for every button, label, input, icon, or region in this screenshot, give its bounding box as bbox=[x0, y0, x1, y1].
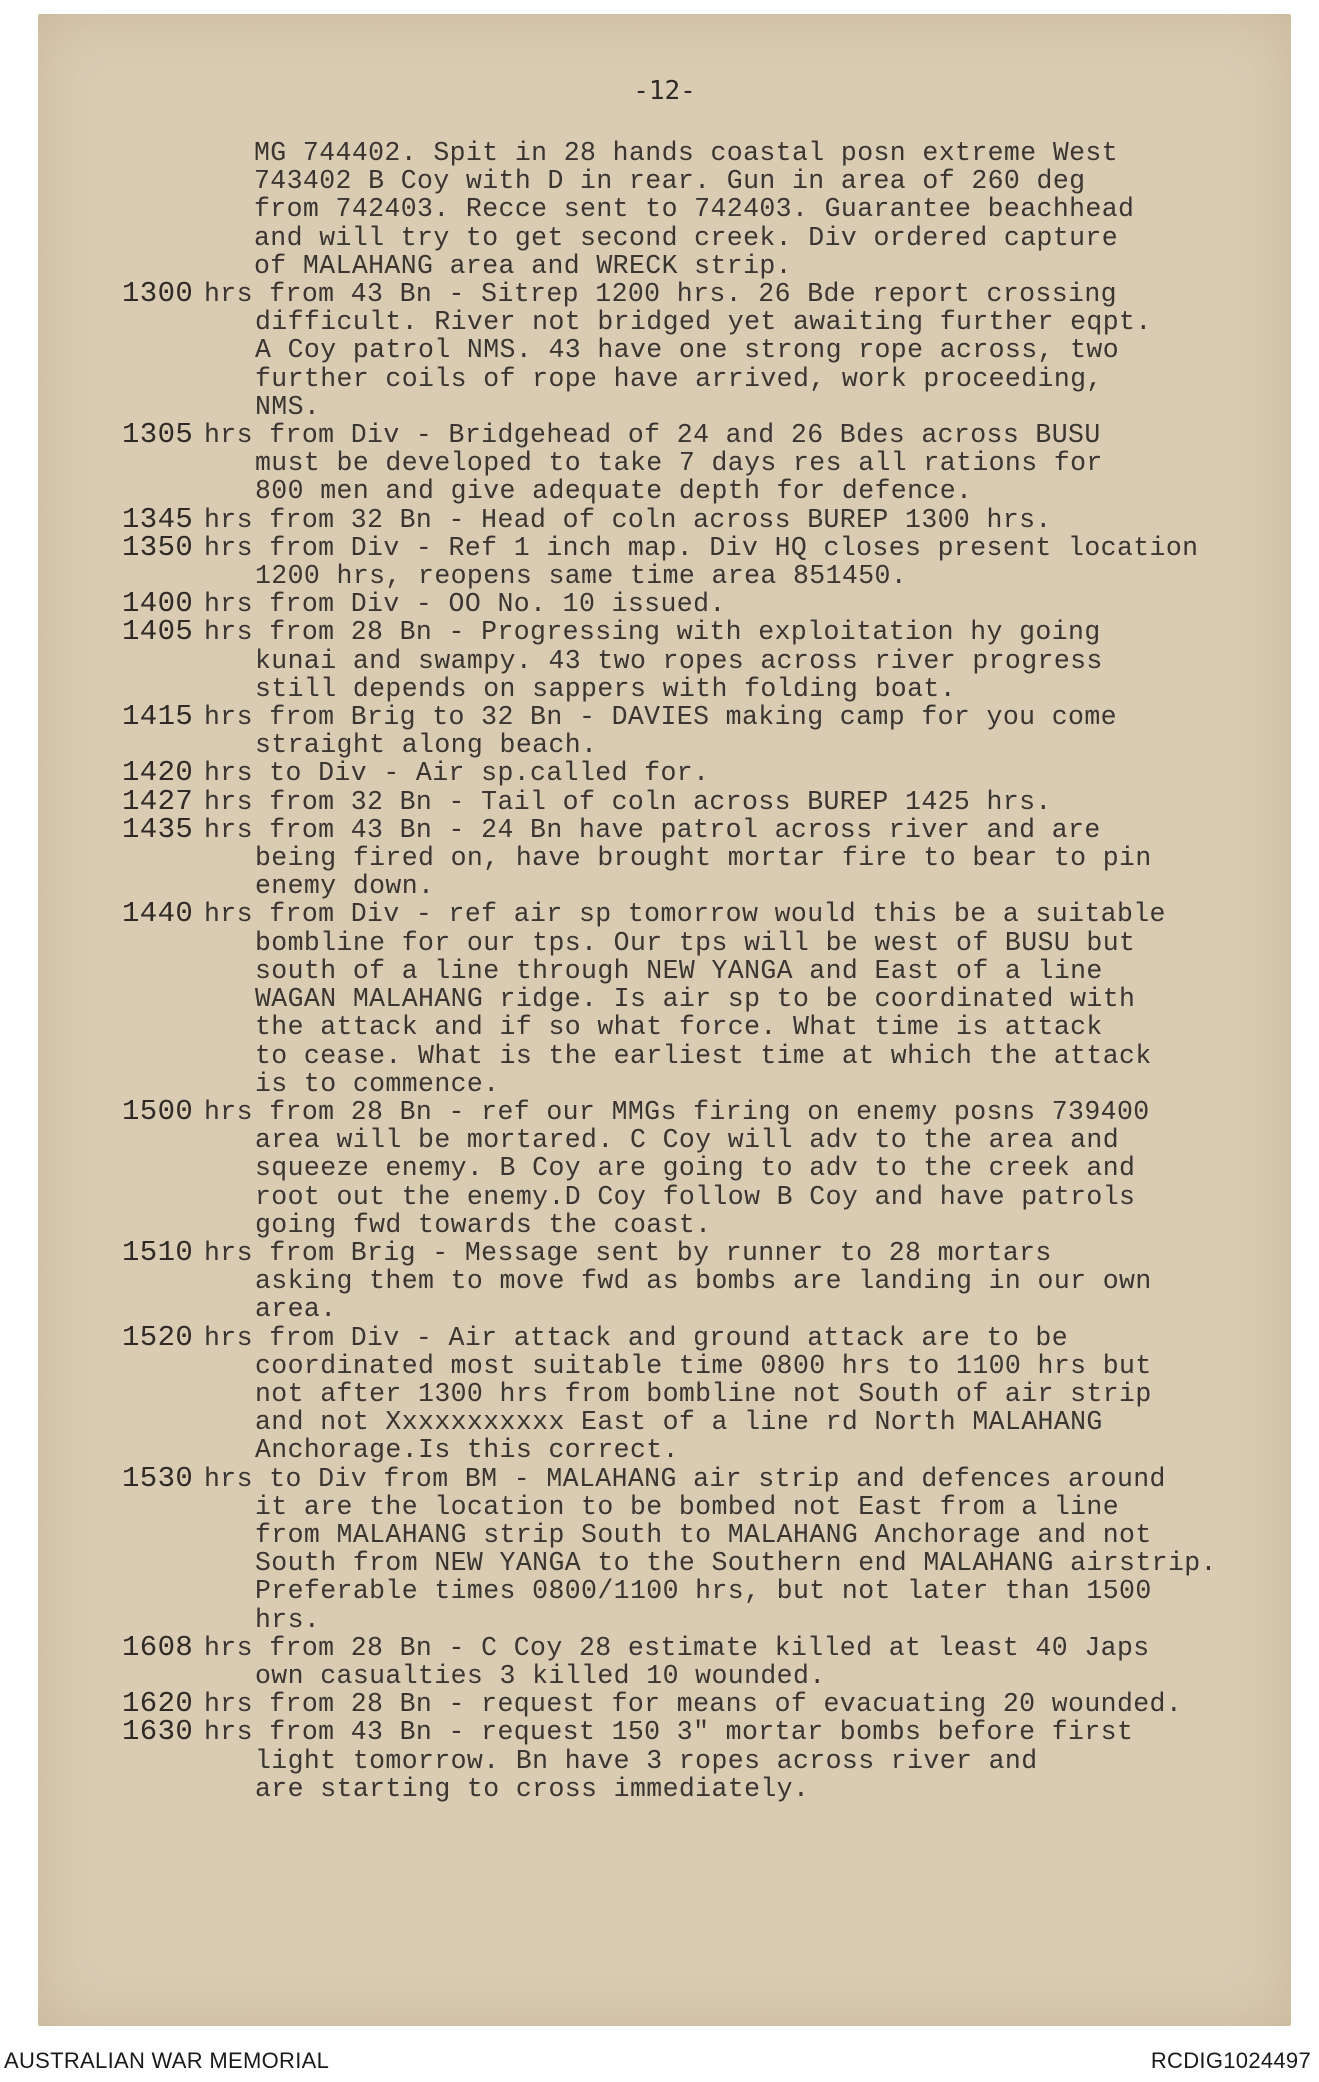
entry-continuation-line: must be developed to take 7 days res all rations for bbox=[255, 448, 1103, 479]
entry-time: 1530 bbox=[122, 1461, 194, 1495]
entry-first-line bbox=[122, 756, 1282, 790]
entry-text: hrs from Div - Ref 1 inch map. Div HQ closes present location bbox=[204, 532, 1199, 563]
entry-time: 1345 bbox=[122, 502, 194, 536]
entry-time: 1427 bbox=[122, 784, 194, 818]
archive-credit: AUSTRALIAN WAR MEMORIAL bbox=[4, 2048, 330, 2073]
entry-time: 1300 bbox=[122, 277, 194, 311]
entry-continuation-line: hrs. bbox=[255, 1604, 321, 1635]
entry-continuation-line: further coils of rope have arrived, work proceeding, bbox=[255, 363, 1103, 394]
entry-text: hrs from Div - OO No. 10 issued. bbox=[204, 589, 726, 620]
typed-page bbox=[38, 14, 1291, 2026]
log-entry bbox=[122, 812, 1282, 902]
entry-time: 1510 bbox=[122, 1235, 194, 1269]
log-entry bbox=[122, 784, 1282, 818]
text-line: from 742403. Recce sent to 742403. Guarantee beachhead bbox=[254, 194, 1135, 225]
entry-continuation-line: enemy down. bbox=[255, 871, 435, 902]
war-diary-log bbox=[122, 139, 1282, 1803]
entry-continuation-line: root out the enemy.D Coy follow B Coy and have patrols bbox=[255, 1181, 1136, 1212]
entry-time: 1405 bbox=[122, 615, 194, 649]
entry-first-line bbox=[122, 784, 1282, 818]
entry-time: 1305 bbox=[122, 418, 194, 452]
log-entry bbox=[122, 1320, 1282, 1466]
entry-continuation-line: straight along beach. bbox=[255, 730, 598, 761]
entry-continuation-line: area. bbox=[255, 1294, 337, 1325]
archive-reference: RCDIG1024497 bbox=[1150, 2048, 1311, 2073]
entry-text: hrs to Div from BM - MALAHANG air strip and defences around bbox=[204, 1463, 1166, 1494]
log-entry bbox=[122, 530, 1282, 592]
entry-first-line bbox=[122, 1094, 1282, 1128]
log-entry bbox=[122, 587, 1282, 621]
log-entry bbox=[122, 615, 1282, 704]
entry-first-line bbox=[122, 812, 1282, 846]
entry-continuation-line: the attack and if so what force. What time is attack bbox=[255, 1012, 1103, 1043]
log-entries bbox=[122, 277, 1282, 1804]
entry-first-line bbox=[122, 1235, 1282, 1269]
entry-continuation-line: still depends on sappers with folding boat. bbox=[255, 673, 957, 704]
entry-time: 1440 bbox=[122, 897, 194, 931]
entry-continuation-line: asking them to move fwd as bombs are landing in our own bbox=[255, 1266, 1152, 1297]
entry-continuation-line: going fwd towards the coast. bbox=[255, 1209, 712, 1240]
entry-text: hrs from Div - Air attack and ground attack are to be bbox=[204, 1322, 1069, 1353]
entry-continuation-line: own casualties 3 killed 10 wounded. bbox=[255, 1660, 826, 1691]
page-number: -12- bbox=[633, 76, 696, 106]
entry-text: hrs from 28 Bn - ref our MMGs firing on enemy posns 739400 bbox=[204, 1096, 1150, 1127]
entry-text: hrs from 28 Bn - request for means of evacuating 20 wounded. bbox=[204, 1689, 1183, 1720]
entry-continuation-line: being fired on, have brought mortar fire to bear to pin bbox=[255, 843, 1152, 874]
entry-first-line bbox=[122, 1320, 1282, 1354]
entry-continuation-line: is to commence. bbox=[255, 1068, 500, 1099]
text-line: and will try to get second creek. Div ordered capture bbox=[254, 222, 1119, 253]
entry-continuation-line: bombline for our tps. Our tps will be west of BUSU but bbox=[255, 927, 1136, 958]
log-entry bbox=[122, 756, 1282, 790]
entry-continuation-line: it are the location to be bombed not East from a line bbox=[255, 1491, 1120, 1522]
entry-continuation-line: and not Xxxxxxxxxxx East of a line rd North MALAHANG bbox=[255, 1407, 1103, 1438]
entry-text: hrs from 43 Bn - request 150 3" mortar bombs before first bbox=[204, 1717, 1134, 1748]
entry-time: 1608 bbox=[122, 1630, 194, 1664]
entry-time: 1350 bbox=[122, 530, 194, 564]
entry-continuation-line: 1200 hrs, reopens same time area 851450. bbox=[255, 561, 908, 592]
log-entry bbox=[122, 277, 1282, 422]
entry-continuation-line: squeeze enemy. B Coy are going to adv to the creek and bbox=[255, 1153, 1136, 1184]
entry-text: hrs to Div - Air sp.called for. bbox=[204, 758, 710, 789]
entry-continuation-line: Anchorage.Is this correct. bbox=[255, 1435, 679, 1466]
log-entry bbox=[122, 1715, 1282, 1804]
entry-first-line bbox=[122, 530, 1282, 564]
log-entry bbox=[122, 700, 1282, 761]
entry-continuation-line: 800 men and give adequate depth for defence. bbox=[255, 476, 973, 507]
entry-continuation-line: area will be mortared. C Coy will adv to the area and bbox=[255, 1125, 1120, 1156]
entry-text: hrs from 28 Bn - C Coy 28 estimate killed at least 40 Japs bbox=[204, 1632, 1150, 1663]
entry-text: hrs from 43 Bn - Sitrep 1200 hrs. 26 Bde report crossing bbox=[204, 279, 1117, 310]
entry-continuation-line: from MALAHANG strip South to MALAHANG Anchorage and not bbox=[255, 1519, 1152, 1550]
entry-continuation-line: difficult. River not bridged yet awaiting further eqpt. bbox=[255, 307, 1152, 338]
entry-first-line bbox=[122, 1715, 1282, 1749]
entry-text: hrs from Div - ref air sp tomorrow would this be a suitable bbox=[204, 899, 1166, 930]
entry-continuation-line: South from NEW YANGA to the Southern end MALAHANG airstrip. bbox=[255, 1548, 1217, 1579]
entry-text: hrs from 43 Bn - 24 Bn have patrol across river and are bbox=[204, 814, 1101, 845]
text-line: of MALAHANG area and WRECK strip. bbox=[254, 250, 792, 281]
entry-continuation-line: south of a line through NEW YANGA and East of a line bbox=[255, 955, 1103, 986]
entry-time: 1400 bbox=[122, 587, 194, 621]
log-entry bbox=[122, 1094, 1282, 1240]
log-entry bbox=[122, 897, 1282, 1099]
log-entry bbox=[122, 1461, 1282, 1635]
entry-first-line bbox=[122, 700, 1282, 734]
entry-time: 1420 bbox=[122, 756, 194, 790]
entry-text: hrs from Brig to 32 Bn - DAVIES making camp for you come bbox=[204, 702, 1117, 733]
entry-continuation-line: kunai and swampy. 43 two ropes across river progress bbox=[255, 645, 1103, 676]
log-entry bbox=[122, 502, 1282, 536]
entry-continuation-line: A Coy patrol NMS. 43 have one strong rope across, two bbox=[255, 335, 1120, 366]
entry-first-line bbox=[122, 897, 1282, 931]
entry-continuation-line: light tomorrow. Bn have 3 ropes across river and bbox=[255, 1745, 1038, 1776]
log-entry bbox=[122, 418, 1282, 507]
entry-time: 1415 bbox=[122, 700, 194, 734]
entry-text: hrs from 32 Bn - Head of coln across BUREP 1300 hrs. bbox=[204, 504, 1052, 535]
log-entry bbox=[122, 1630, 1282, 1691]
opening-paragraph bbox=[122, 139, 1282, 280]
entry-first-line bbox=[122, 418, 1282, 452]
entry-first-line bbox=[122, 1461, 1282, 1495]
entry-first-line bbox=[122, 587, 1282, 621]
entry-continuation-line: are starting to cross immediately. bbox=[255, 1773, 810, 1804]
log-entry bbox=[122, 1235, 1282, 1325]
entry-continuation-line: not after 1300 hrs from bombline not South of air strip bbox=[255, 1378, 1152, 1409]
entry-time: 1620 bbox=[122, 1687, 194, 1721]
entry-continuation-line: NMS. bbox=[255, 391, 321, 422]
entry-first-line bbox=[122, 1630, 1282, 1664]
entry-first-line bbox=[122, 615, 1282, 649]
entry-first-line bbox=[122, 502, 1282, 536]
entry-text: hrs from 32 Bn - Tail of coln across BUREP 1425 hrs. bbox=[204, 786, 1052, 817]
entry-time: 1500 bbox=[122, 1094, 194, 1128]
entry-text: hrs from Div - Bridgehead of 24 and 26 Bdes across BUSU bbox=[204, 420, 1101, 451]
entry-first-line bbox=[122, 277, 1282, 311]
entry-continuation-line: to cease. What is the earliest time at which the attack bbox=[255, 1040, 1152, 1071]
entry-continuation-line: Preferable times 0800/1100 hrs, but not later than 1500 bbox=[255, 1576, 1152, 1607]
entry-continuation-line: coordinated most suitable time 0800 hrs to 1100 hrs but bbox=[255, 1350, 1152, 1381]
text-line: MG 744402. Spit in 28 hands coastal posn extreme West bbox=[254, 138, 1119, 168]
entry-text: hrs from Brig - Message sent by runner to 28 mortars bbox=[204, 1237, 1052, 1268]
entry-time: 1520 bbox=[122, 1320, 194, 1354]
entry-text: hrs from 28 Bn - Progressing with exploitation hy going bbox=[204, 617, 1101, 648]
entry-continuation-line: WAGAN MALAHANG ridge. Is air sp to be coordinated with bbox=[255, 984, 1136, 1015]
entry-time: 1435 bbox=[122, 812, 194, 846]
log-entry bbox=[122, 1687, 1282, 1721]
entry-time: 1630 bbox=[122, 1715, 194, 1749]
entry-first-line bbox=[122, 1687, 1282, 1721]
text-line: 743402 B Coy with D in rear. Gun in area of 260 deg bbox=[254, 166, 1086, 197]
